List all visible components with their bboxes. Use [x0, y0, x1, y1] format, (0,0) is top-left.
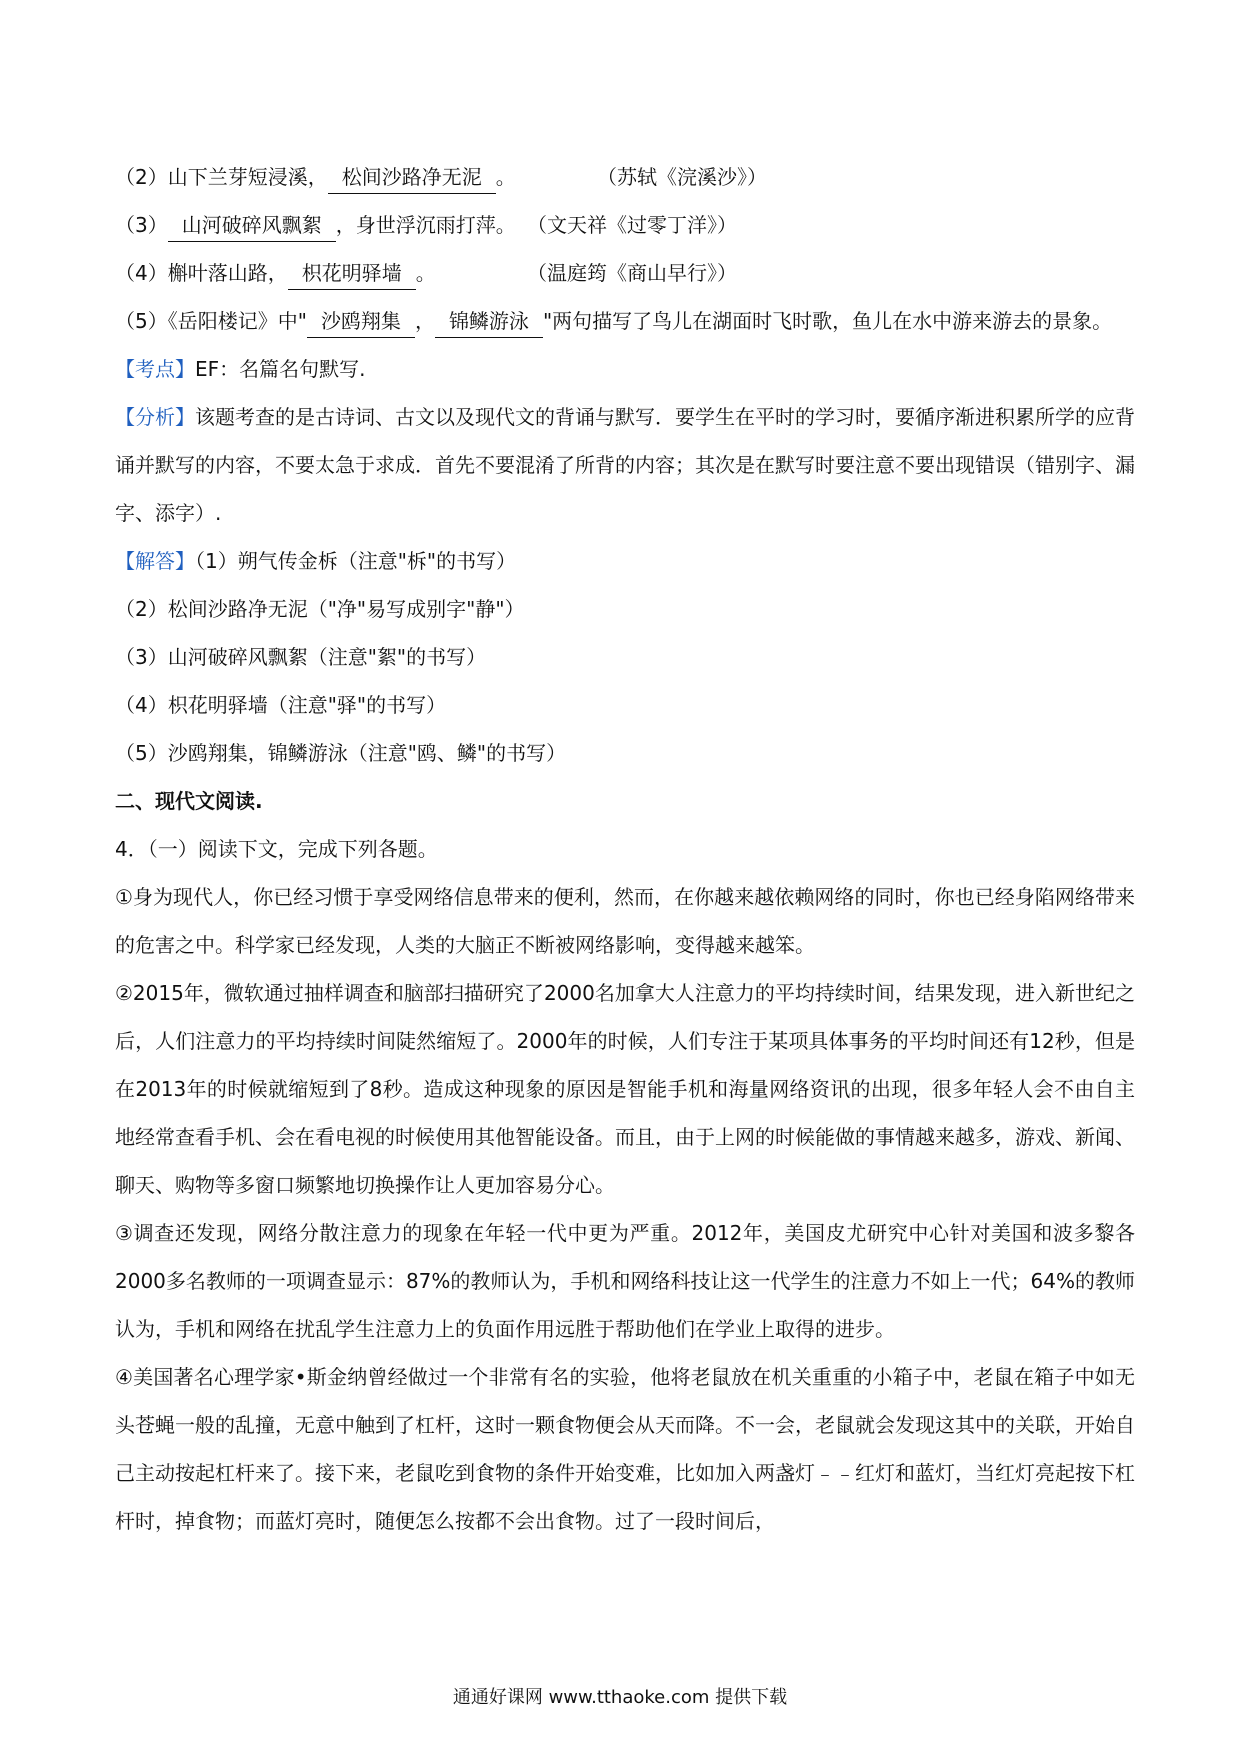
passage-paragraph-4: ④美国著名心理学家•斯金纳曾经做过一个非常有名的实验，他将老鼠放在机关重重的小箱子中，老鼠在箱子中如无头苍蝇一般的乱撞，无意中触到了杠杆，这时一颗食物便会从天而降。不一会，老鼠就会发现这其中的关联，开始自己主动按起杠杆来了。接下来，老鼠吃到食物的条件开始变难，比如加入两盏灯﹣﹣红灯和蓝灯，当红灯亮起按下杠杆时，掉食物；而蓝灯亮时，随便怎么按都不会出食物。过了一段时间后，: [115, 1365, 1135, 1533]
poem-source: （温庭筠《商山早行》）: [527, 261, 737, 285]
passage-paragraph-1: ①身为现代人，你已经习惯于享受网络信息带来的便利，然而，在你越来越依赖网络的同时，你也已经身陷网络带来的危害之中。科学家已经发现，人类的大脑正不断被网络影响，变得越来越笨。: [115, 885, 1135, 957]
jieda-line-1: [115, 537, 1135, 585]
fill-line-pre: （4）槲叶落山路，: [115, 261, 288, 285]
fenxi-tag: 【分析】: [115, 405, 195, 429]
reading-passage: [115, 873, 1135, 1545]
jieda-line-3: [115, 633, 1135, 681]
jieda-tag: 【解答】: [115, 549, 195, 573]
jieda-item: （2）松间沙路净无泥（"净"易写成别字"静"）: [115, 597, 525, 621]
jieda-line-4: [115, 681, 1135, 729]
answer-blank: 枳花明驿墙: [288, 257, 416, 290]
answer-blank: 锦鳞游泳: [435, 305, 543, 338]
fill-line-post: 。: [415, 261, 436, 285]
answer-blank: 沙鸥翔集: [307, 305, 415, 338]
kaodian-block: [115, 345, 1135, 393]
page-footer: 通通好课网 www.tthaoke.com 提供下载: [452, 1687, 788, 1708]
passage-paragraph-2: ②2015年，微软通过抽样调查和脑部扫描研究了2000名加拿大人注意力的平均持续时间，结果发现，进入新世纪之后，人们注意力的平均持续时间陡然缩短了。2000年的时候，人们专注于某项具体事务的平均时间还有12秒，但是在2013年的时候就缩短到了8秒。造成这种现象的原因是智能手机和海量网络资讯的出现，很多年轻人会不由自主地经常查看手机、会在看电视的时候使用其他智能设备。而且，由于上网的时候能做的事情越来越多，游戏、新闻、聊天、购物等多窗口频繁地切换操作让人更加容易分心。: [115, 981, 1135, 1197]
fill-line-2: [115, 153, 1135, 201]
q5-mid: ，: [414, 309, 435, 333]
answer-blank: 山河破碎风飘絮: [168, 209, 336, 242]
jieda-item: （4）枳花明驿墙（注意"驿"的书写）: [115, 693, 447, 717]
jieda-item: （3）山河破碎风飘絮（注意"絮"的书写）: [115, 645, 487, 669]
fill-line-4: [115, 249, 1135, 297]
poem-source: （苏轼《浣溪沙》）: [597, 165, 767, 189]
kaodian-text: EF：名篇名句默写.: [195, 357, 366, 381]
fenxi-text: 该题考查的是古诗词、古文以及现代文的背诵与默写．要学生在平时的学习时，要循序渐进积累所学的应背诵并默写的内容，不要太急于求成．首先不要混淆了所背的内容；其次是在默写时要注意不要出现错误（错别字、漏字、添字）.: [115, 405, 1135, 525]
passage-paragraph-3: ③调查还发现，网络分散注意力的现象在年轻一代中更为严重。2012年，美国皮尤研究中心针对美国和波多黎各2000多名教师的一项调查显示：87%的教师认为，手机和网络科技让这一代学生的注意力不如上一代；64%的教师认为，手机和网络在扰乱学生注意力上的负面作用远胜于帮助他们在学业上取得的进步。: [115, 1221, 1135, 1341]
jieda-line-5: [115, 729, 1135, 777]
answer-blank: 松间沙路净无泥: [328, 161, 496, 194]
jieda-line-2: [115, 585, 1135, 633]
jieda-item: （5）沙鸥翔集，锦鳞游泳（注意"鸥、鳞"的书写）: [115, 741, 567, 765]
question-4-intro: 4．（一）阅读下文，完成下列各题。: [115, 837, 438, 861]
kaodian-tag: 【考点】: [115, 357, 195, 381]
fill-line-post: 。: [495, 165, 516, 189]
fill-line-pre: （2）山下兰芽短浸溪，: [115, 165, 328, 189]
q5-post: "两句描写了鸟儿在湖面时飞时歌，鱼儿在水中游来游去的景象。: [542, 309, 1113, 333]
fill-line-pre: （3）: [115, 213, 168, 237]
fill-line-post: ，身世浮沉雨打萍。: [335, 213, 516, 237]
section-title: 二、现代文阅读.: [115, 789, 263, 813]
fill-line-3: [115, 201, 1135, 249]
poem-source: （文天祥《过零丁洋》）: [527, 213, 737, 237]
jieda-item: （1）朔气传金柝（注意"柝"的书写）: [195, 549, 517, 573]
fill-line-5: [115, 297, 1135, 345]
document-content: [115, 153, 1135, 1545]
fenxi-block: [115, 393, 1135, 537]
q5-pre: （5）《岳阳楼记》中": [115, 309, 307, 333]
